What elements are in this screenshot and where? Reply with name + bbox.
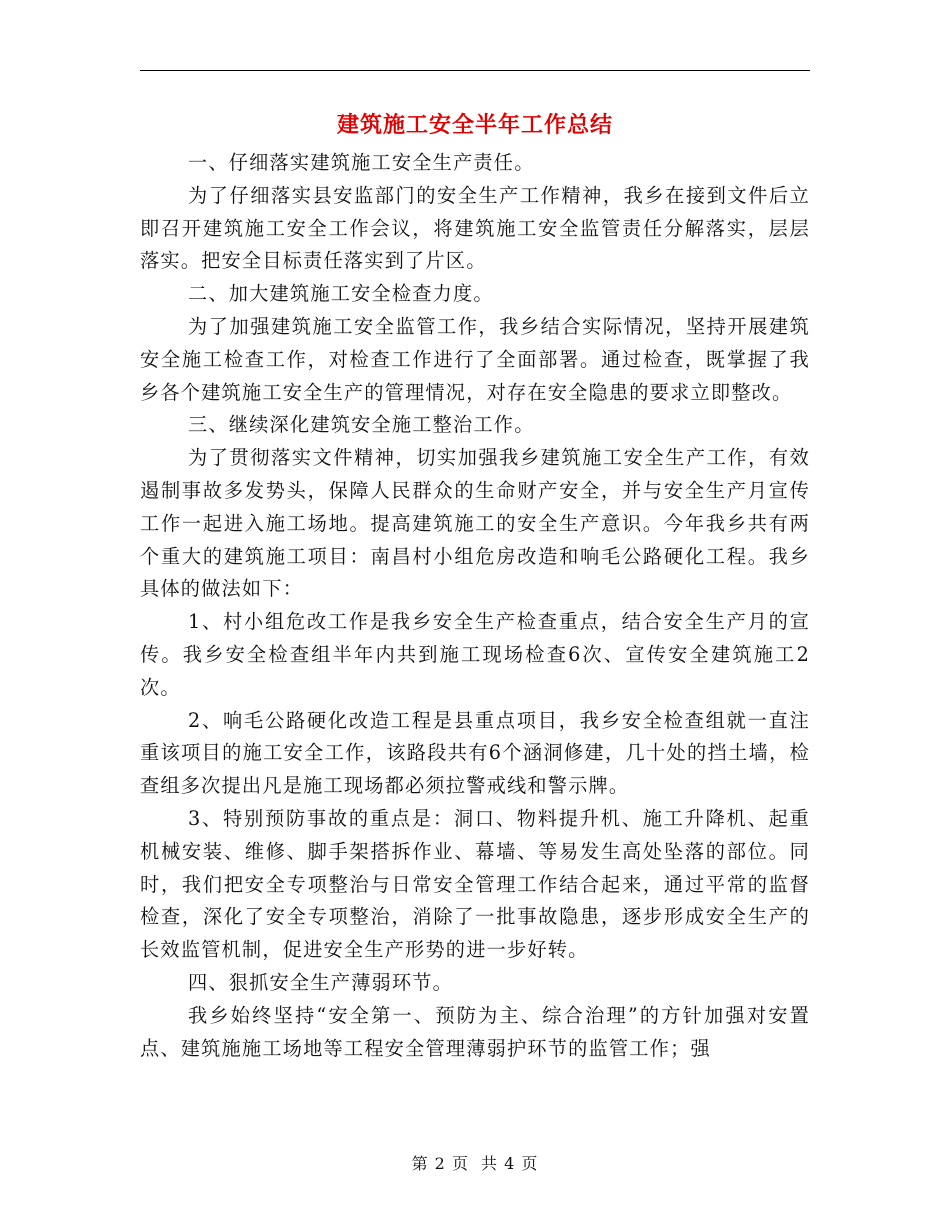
- list-item: 1、村小组危改工作是我乡安全生产检查重点，结合安全生产月的宣传。我乡安全检查组半年内共到施工现场检查6次、宣传安全建筑施工2次。: [140, 610, 810, 699]
- section-heading-2: 二、加大建筑施工安全检查力度。: [188, 282, 494, 306]
- page-total: 共 4 页: [481, 1154, 539, 1173]
- body-paragraph: 为了贯彻落实文件精神，切实加强我乡建筑施工安全生产工作，有效遏制事故多发势头，保障人民群众的生命财产安全，并与安全生产月宣传工作一起进入施工场地。提高建筑施工的安全生产意识。今年我乡共有两个重大的建筑施工项目：南昌村小组危房改造和响毛公路硬化工程。我乡具体的做法如下：: [140, 446, 810, 601]
- page-footer: [140, 1152, 810, 1176]
- body-paragraph: 我乡始终坚持“安全第一、预防为主、综合治理”的方针加强对安置点、建筑施施工场地等工程安全管理薄弱护环节的监管工作；强: [140, 1003, 810, 1060]
- page-number: 第 2 页: [411, 1154, 469, 1173]
- document-title: 建筑施工安全半年工作总结: [336, 112, 613, 138]
- body-paragraph: 为了加强建筑施工安全监管工作，我乡结合实际情况，坚持开展建筑安全施工检查工作，对检查工作进行了全面部署。通过检查，既掌握了我乡各个建筑施工安全生产的管理情况，对存在安全隐患的要求立即整改。: [140, 314, 810, 404]
- list-item: 3、特别预防事故的重点是：洞口、物料提升机、施工升降机、起重机械安装、维修、脚手架搭拆作业、幕墙、等易发生高处坠落的部位。同时，我们把安全专项整治与日常安全管理工作结合起来，通过平常的监督检查，深化了安全专项整治，消除了一批事故隐患，逐步形成安全生产的长效监管机制，促进安全生产形势的进一步好转。: [140, 806, 810, 962]
- body-paragraph: 为了仔细落实县安监部门的安全生产工作精神，我乡在接到文件后立即召开建筑施工安全工作会议，将建筑施工安全监管责任分解落实，层层落实。把安全目标责任落实到了片区。: [140, 183, 810, 273]
- header-rule: [140, 70, 810, 71]
- section-heading-1: 一、仔细落实建筑施工安全生产责任。: [188, 151, 535, 174]
- section-heading-4: 四、狠抓安全生产薄弱环节。: [188, 970, 454, 994]
- section-heading-3: 三、继续深化建筑安全施工整治工作。: [188, 413, 535, 437]
- list-item: 2、响毛公路硬化改造工程是县重点项目，我乡安全检查组就一直注重该项目的施工安全工作，该路段共有6个涵洞修建，几十处的挡土墙，检查组多次提出凡是施工现场都必须拉警戒线和警示牌。: [140, 708, 810, 798]
- document-body: [140, 147, 810, 1065]
